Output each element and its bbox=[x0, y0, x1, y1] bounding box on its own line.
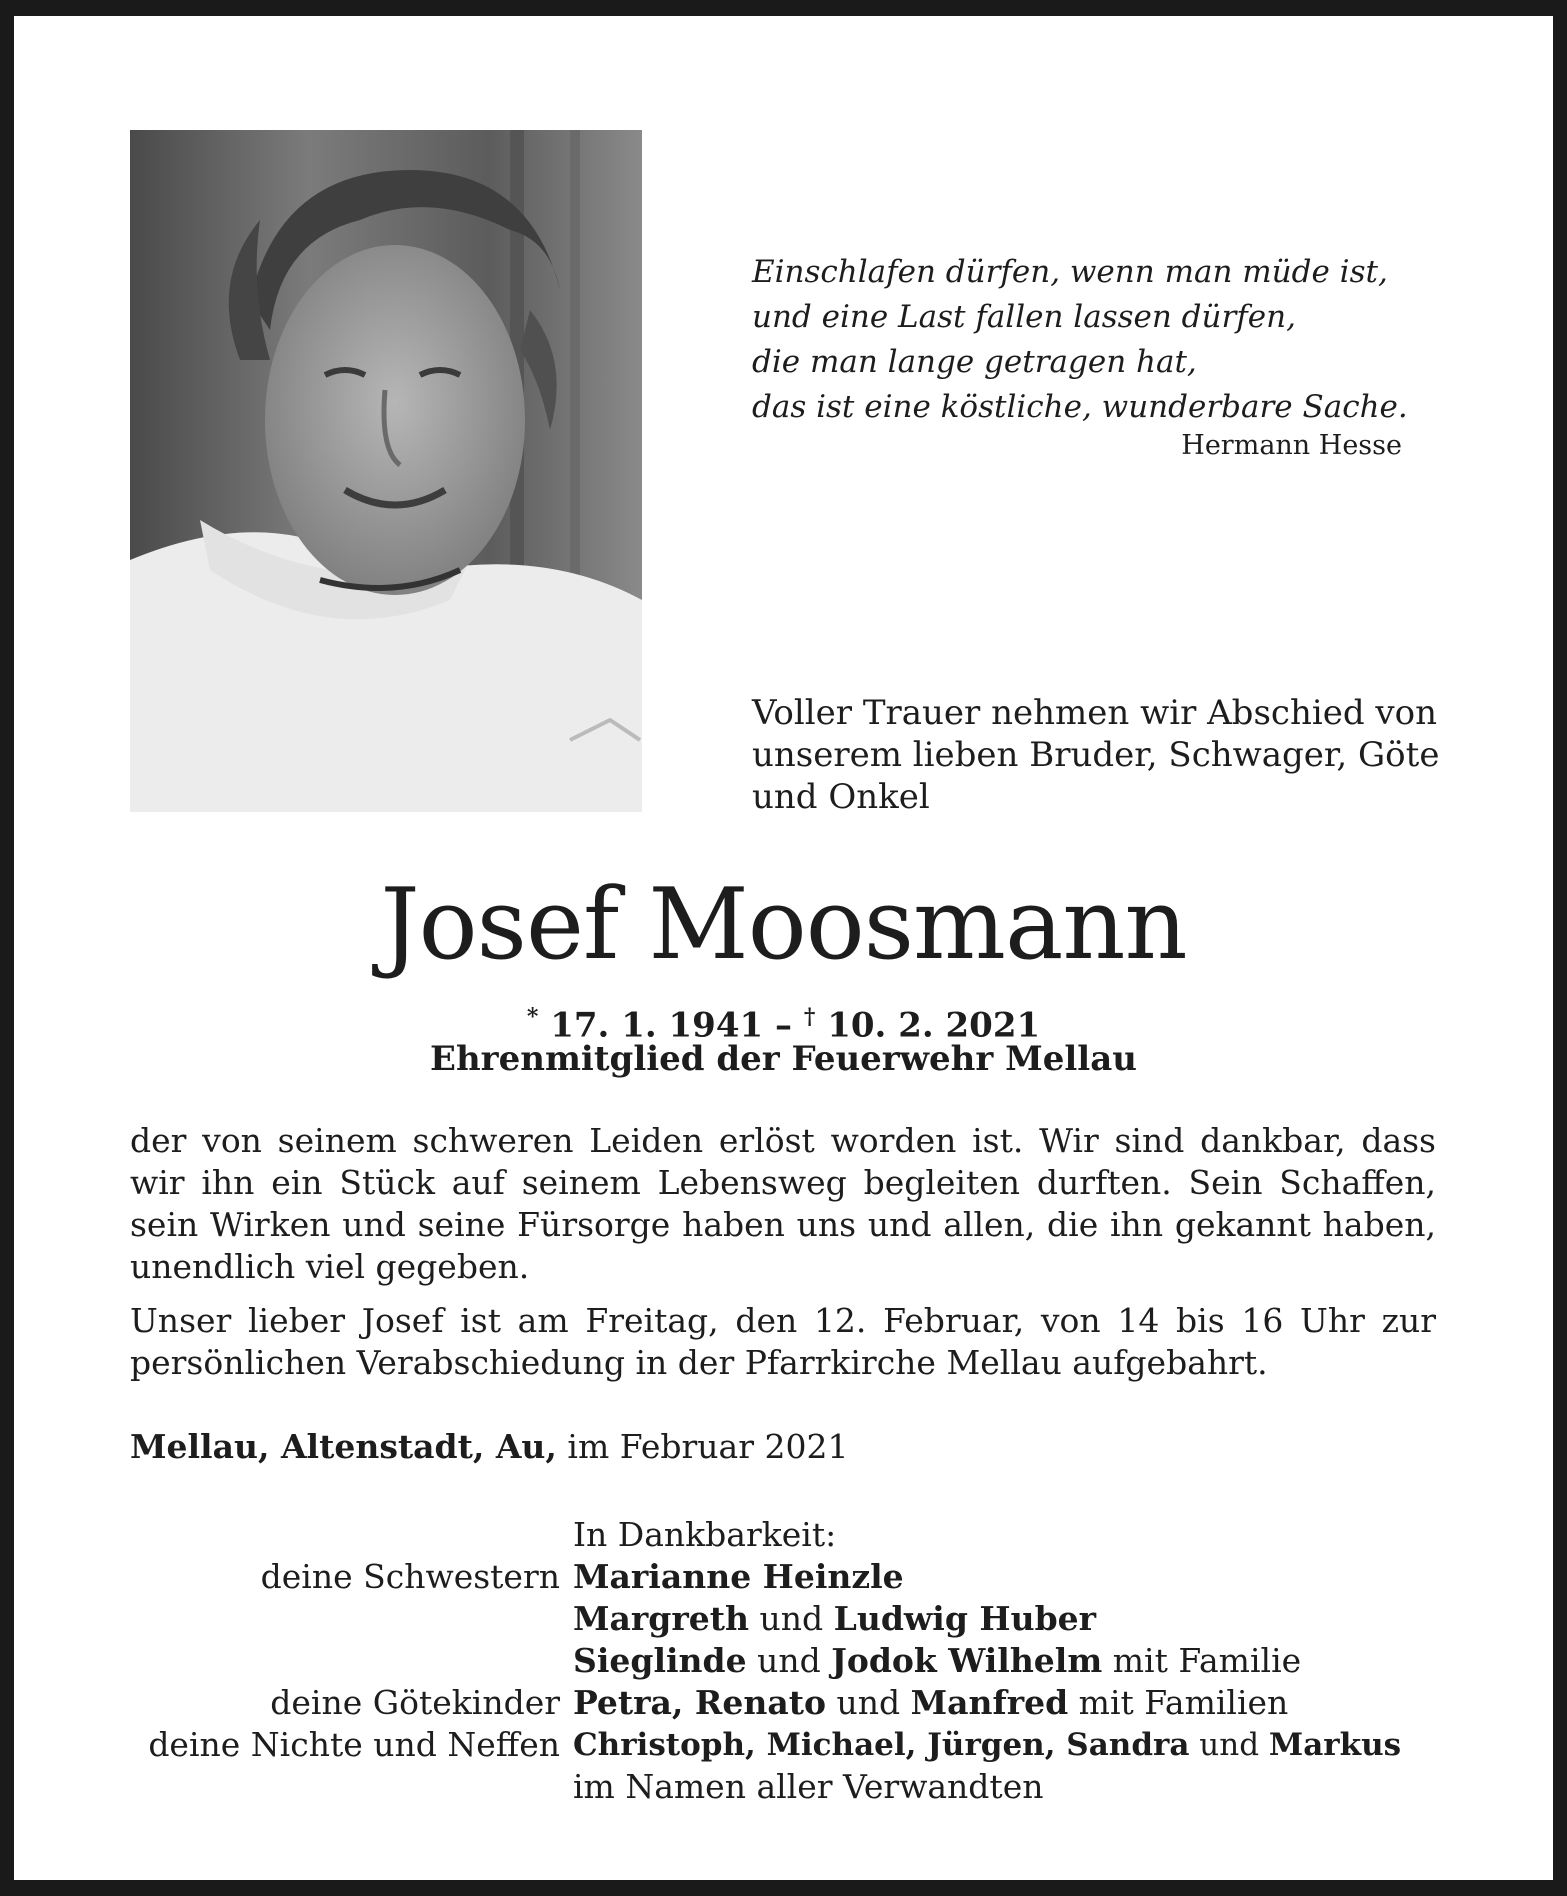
name-part: Markus bbox=[1268, 1727, 1402, 1763]
portrait-illustration bbox=[130, 130, 642, 812]
mourner-row bbox=[0, 1640, 1567, 1682]
deceased-name: Josef Moosmann bbox=[380, 868, 1187, 982]
name-part: Sieglinde bbox=[573, 1641, 747, 1680]
mourner-names bbox=[573, 1682, 1288, 1724]
mourner-names bbox=[573, 1766, 1043, 1808]
body-paragraph: Unser lieber Josef ist am Freitag, den 12. Februar, von 14 bis 16 Uhr zur persönlichen Verabschiedung in der Pfarrkirche Mellau aufgebahrt. bbox=[130, 1301, 1436, 1382]
relation-label: deine Schwestern bbox=[260, 1557, 560, 1596]
body-paragraph: der von seinem schweren Leiden erlöst worden ist. Wir sind dankbar, dass wir ihn ein Stück auf seinem Lebensweg begleiten durften. Sein Schaffen, sein Wirken und seine Fürsorge haben uns und allen, die ihn gekannt haben, unendlich viel gegeben. bbox=[130, 1121, 1436, 1286]
name-part: Manfred bbox=[910, 1683, 1069, 1722]
mourner-row bbox=[0, 1682, 1567, 1724]
relation-label: deine Nichte und Neffen bbox=[148, 1725, 560, 1764]
mourner-row bbox=[0, 1598, 1567, 1640]
mourners-list bbox=[0, 1514, 1567, 1808]
death-date: 10. 2. 2021 bbox=[827, 1005, 1041, 1046]
farewell-intro bbox=[752, 692, 1452, 818]
connector-part: mit Familien bbox=[1068, 1683, 1289, 1722]
name-part: Christoph, Michael, Jürgen, Sandra bbox=[573, 1727, 1190, 1763]
honor-title: Ehrenmitglied der Feuerwehr Mellau bbox=[430, 1039, 1137, 1079]
mourner-names bbox=[573, 1640, 1301, 1682]
date-dash: – bbox=[775, 1005, 792, 1046]
mourner-row bbox=[0, 1724, 1567, 1766]
place-date bbox=[130, 1426, 1436, 1468]
quote-author: Hermann Hesse bbox=[1181, 430, 1402, 461]
connector-part: und bbox=[1189, 1727, 1269, 1763]
intro-line: unserem lieben Bruder, Schwager, Göte bbox=[752, 735, 1440, 775]
mourner-row bbox=[0, 1766, 1567, 1808]
mourner-names bbox=[573, 1724, 1401, 1766]
mourner-names bbox=[573, 1556, 904, 1598]
intro-line: und Onkel bbox=[752, 777, 930, 817]
mourners-heading-row bbox=[0, 1514, 1567, 1556]
intro-line: Voller Trauer nehmen wir Abschied von bbox=[752, 693, 1437, 733]
mourner-names bbox=[573, 1598, 1096, 1640]
connector-part: und bbox=[749, 1599, 834, 1638]
portrait-photo bbox=[130, 130, 642, 812]
birth-mark: * bbox=[526, 1004, 539, 1030]
mourners-heading: In Dankbarkeit: bbox=[573, 1515, 837, 1554]
hesse-quote bbox=[752, 250, 1412, 430]
quote-line: das ist eine köstliche, wunderbare Sache. bbox=[752, 389, 1408, 425]
relation-label: deine Götekinder bbox=[270, 1683, 560, 1722]
name-part: Petra, Renato bbox=[573, 1683, 826, 1722]
connector-part: und bbox=[825, 1683, 911, 1722]
name-part: Margreth bbox=[573, 1599, 749, 1638]
connector-part: und bbox=[746, 1641, 832, 1680]
name-part: Ludwig Huber bbox=[833, 1599, 1097, 1638]
quote-line: und eine Last fallen lassen dürfen, bbox=[752, 299, 1296, 335]
death-mark: † bbox=[803, 1004, 816, 1030]
date-text: im Februar 2021 bbox=[567, 1427, 849, 1466]
mourner-row bbox=[0, 1556, 1567, 1598]
connector-part: im Namen aller Verwandten bbox=[573, 1767, 1044, 1806]
quote-line: Einschlafen dürfen, wenn man müde ist, bbox=[752, 254, 1388, 290]
name-part: Marianne Heinzle bbox=[573, 1557, 904, 1596]
places: Mellau, Altenstadt, Au, bbox=[130, 1427, 557, 1466]
quote-line: die man lange getragen hat, bbox=[752, 344, 1197, 380]
connector-part: mit Familie bbox=[1102, 1641, 1302, 1680]
birth-date: 17. 1. 1941 bbox=[550, 1005, 764, 1046]
name-part: Jodok Wilhelm bbox=[831, 1641, 1103, 1680]
